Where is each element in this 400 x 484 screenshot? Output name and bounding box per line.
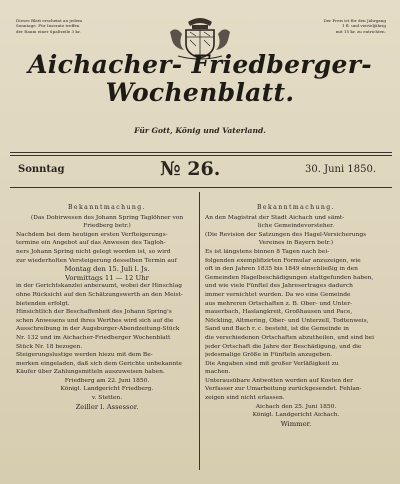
announcement-left [16,204,198,411]
text-line: Ausschreibung in der Augsburger-Abendzeitung-Stück [16,326,180,333]
text-line: Nachdem bei dem heutigen ersten Verfteigerungs- [16,231,168,238]
text-line: die verschiedenen Ortschaften abzutheilen, und sind bei [205,334,375,341]
text-line: Vormittags 11 — 12 Uhr [65,273,149,282]
text-line: folgenden exemplifizirten Formular anzuzeigen, wie [205,257,361,264]
dateline-rule-thin [10,155,392,156]
dateline-rule-top [10,152,392,153]
text-line: Königl. Landgericht Aichach. [252,412,340,419]
dateline-rule-bottom [10,187,392,188]
text-line: machen. [205,369,231,376]
text-line: Gemeinden Hagelbeschädigungen stattgefunden haben, [205,274,374,281]
notice-line: 1 fl. und vierteljährig [341,23,386,29]
text-line: Hinsichtlich der Beschaffenheit des Johann Spring's [16,309,172,316]
text-line: liche Gemeindevorsteher. [257,223,335,230]
text-line: Die Angaben sind mit großer Verläßigkeit zu [205,360,339,367]
text-line: Montag den 15. Juli l. Js. [64,265,150,274]
text-line: Verfasser zur Umarbeitung zurückgesendet. Fehlan- [205,386,362,393]
text-line: Vereines in Bayern betr.) [258,240,334,247]
text-line: termine ein Angebot auf das Anwesen des Tagloh- [16,240,166,247]
text-line: immer vernichtet wurden. Da wo eine Gemeinde [205,291,351,298]
text-line: oft in den Jahren 1835 bis 1849 einschließig in den [205,266,358,273]
text-line: Nöckling, Altmering, Ober- und Unterzell, Todtenweis, [205,317,369,324]
text-line: Königl. Landgericht Friedberg. [60,386,154,393]
text-line: jedesmalige Größe in Fünfteln anzugeben. [205,352,333,359]
text-line: Stück Nr. 18 bezogen. [16,343,83,350]
text-line: Steigerungslustige werden hiezu mit dem Be- [16,352,153,359]
notice-line: Dieses Blatt erscheint an jedem [16,18,83,23]
notice-line: Der Preis ist für den Jahrgang [323,18,386,23]
text-line: jeder Ortschaft die Jahre der Beschädigung, und die [205,343,362,350]
text-line: zeigen sind nicht erlassen. [205,395,285,402]
text-line: An den Magistrat der Stadt Aichach und sämt- [205,214,345,221]
text-line: Aichach den 25. Juni 1850. [255,403,337,410]
subscription-notice-left [16,18,124,34]
masthead-title-line1: Aichacher- Friedberger- [28,50,372,79]
issue-weekday: Sonntag [18,164,65,175]
text-line: in der Gerichtskanzlei anberaumt, wobei der Hinschlag [16,283,183,290]
text-line: Sand und Bach r. c. besteht, ist die Gemeinde in [205,326,349,333]
announcement-right [205,204,387,428]
text-line: bietenden erfolgt. [16,300,70,307]
text-line: Käufer über Zahlungsmitteln auszuweisen haben. [16,369,165,376]
text-line: Friedberg betr.) [83,223,131,230]
text-line: Unterausübare Antwotten werden auf Kosten der [205,377,353,384]
price-notice-right [278,18,386,34]
masthead-title-line2: Wochenblatt. [105,78,295,107]
issue-number: № 26. [160,158,221,180]
text-line: Wimmer. [280,419,312,428]
masthead-motto: Für Gott, König und Vaterland. [134,126,266,135]
text-line: ners Johann Spring nicht gelegt worden ist, so wird [16,248,171,255]
text-line: und wie viele Fünftel des Jahresertrages dadurch [205,283,353,290]
text-line: Friedberg am 22. Juni 1850. [64,377,150,384]
text-line: (Das Dobirwesen des Johann Spring Taglöhner von [30,214,184,221]
text-line: mauerbach, Haslangkreit, Großhausen und Pace, [205,309,353,316]
text-line: schen Anwesens und ihres Werthes wird sich auf die [16,317,174,324]
text-line: v. Stetten. [91,395,123,402]
text-line: Zeiller l. Assessor. [75,402,139,411]
notice-line: Sonntage. Für Inserate treffen [16,23,80,29]
text-line: merken eingeladen, daß sich dem Gerichte unbekannte [16,360,182,367]
announcement-heading: Bekanntmachung. [256,204,335,211]
notice-line: mit 15 kr. zu entrichten. [335,28,386,34]
notice-line: der Raum einer Spaltzeile 3 kr. [16,28,81,34]
text-line: ohne Rücksicht auf den Schätzungswerth an den Meist- [16,291,183,298]
issue-date: 30. Juni 1850. [305,164,376,175]
text-line: aus mehreren Ortschaften z. B. Ober- und Unter- [205,300,353,307]
text-line: Es ist längstens binnen 8 Tagen nach bei- [205,248,330,255]
text-line: Nr. 132 und im Aichacher-Friedberger Wochenblatt [16,334,171,341]
text-line: (Die Revision der Satzungen des Hagel-Versicherungs [205,231,367,238]
announcement-heading: Bekanntmachung. [67,204,146,211]
text-line: zur wiederholten Versteigerung desselben Termin auf [16,257,177,264]
column-divider [199,192,200,470]
